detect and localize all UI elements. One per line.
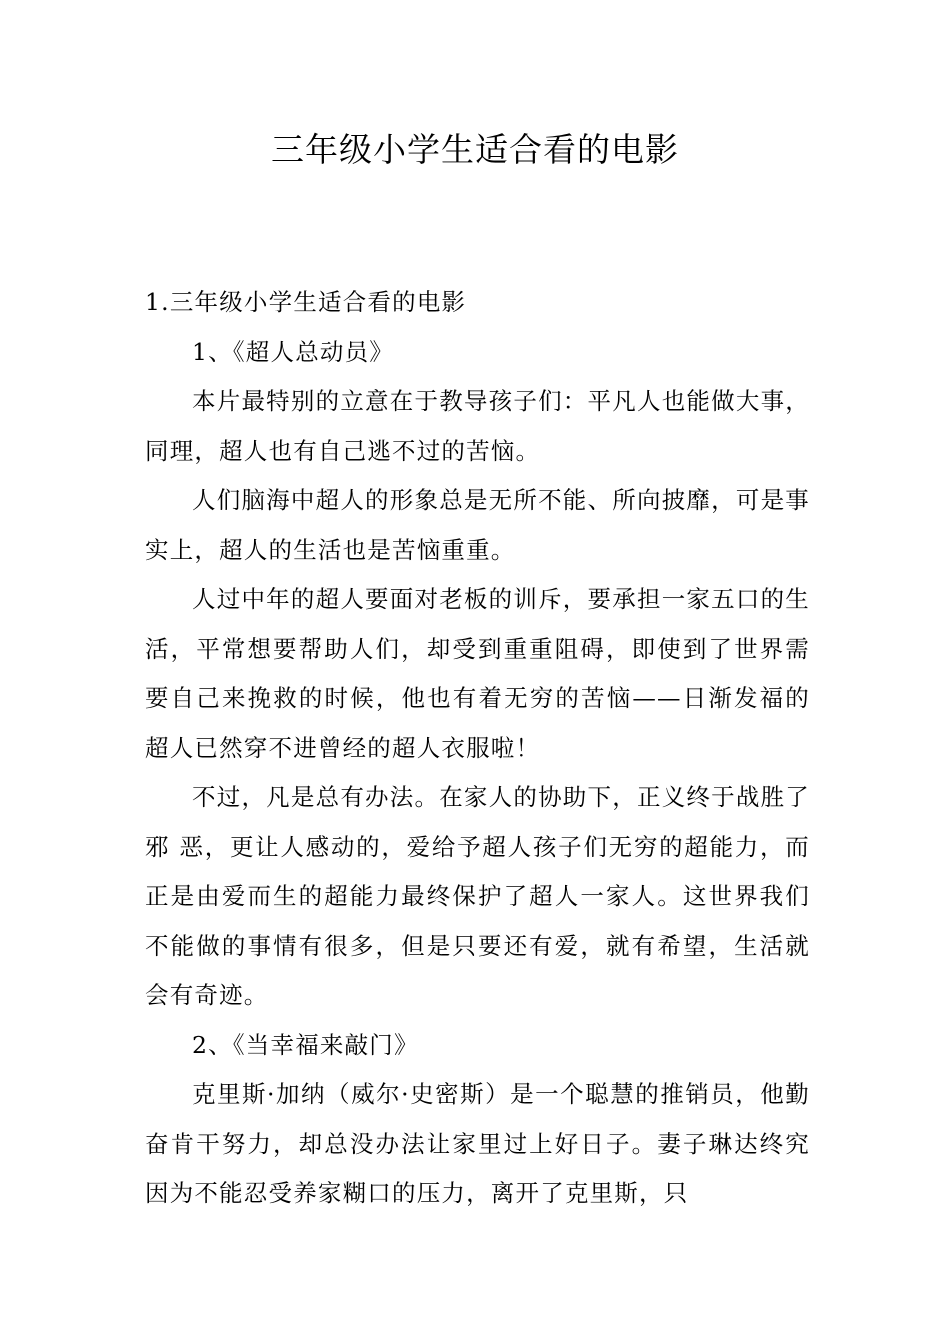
paragraph: 本片最特别的立意在于教导孩子们：平凡人也能做大事，同理，超人也有自己逃不过的苦恼。 <box>145 387 810 465</box>
document-body <box>145 278 810 1219</box>
paragraph: 不过，凡是总有办法。在家人的协助下，正义终于战胜了邪 恶，更让人感动的，爱给予超人孩子们无穷的超能力，而正是由爱而生的超能力最终保护了超人一家人。这世界我们不能做的事情有很多，但是只要还有爱，就有希望，生活就会有奇迹。 <box>145 783 810 1009</box>
movie-heading-2: 2、《当幸福来敲门》 <box>192 1030 419 1059</box>
paragraph: 人们脑海中超人的形象总是无所不能、所向披靡，可是事实上，超人的生活也是苦恼重重。 <box>145 486 810 564</box>
movie-heading-1: 1、《超人总动员》 <box>192 337 395 366</box>
document-title: 三年级小学生适合看的电影 <box>271 130 679 169</box>
paragraph: 克里斯·加纳（威尔·史密斯）是一个聪慧的推销员，他勤奋肯干努力，却总没办法让家里过上好日子。妻子琳达终究因为不能忍受养家糊口的压力，离开了克里斯，只 <box>145 1080 810 1207</box>
paragraph: 人过中年的超人要面对老板的训斥，要承担一家五口的生活，平常想要帮助人们，却受到重重阻碍，即使到了世界需要自己来挽救的时候，他也有着无穷的苦恼——日渐发福的超人已然穿不进曾经的超人衣服啦！ <box>145 585 810 762</box>
section-heading: 1.三年级小学生适合看的电影 <box>145 288 467 316</box>
